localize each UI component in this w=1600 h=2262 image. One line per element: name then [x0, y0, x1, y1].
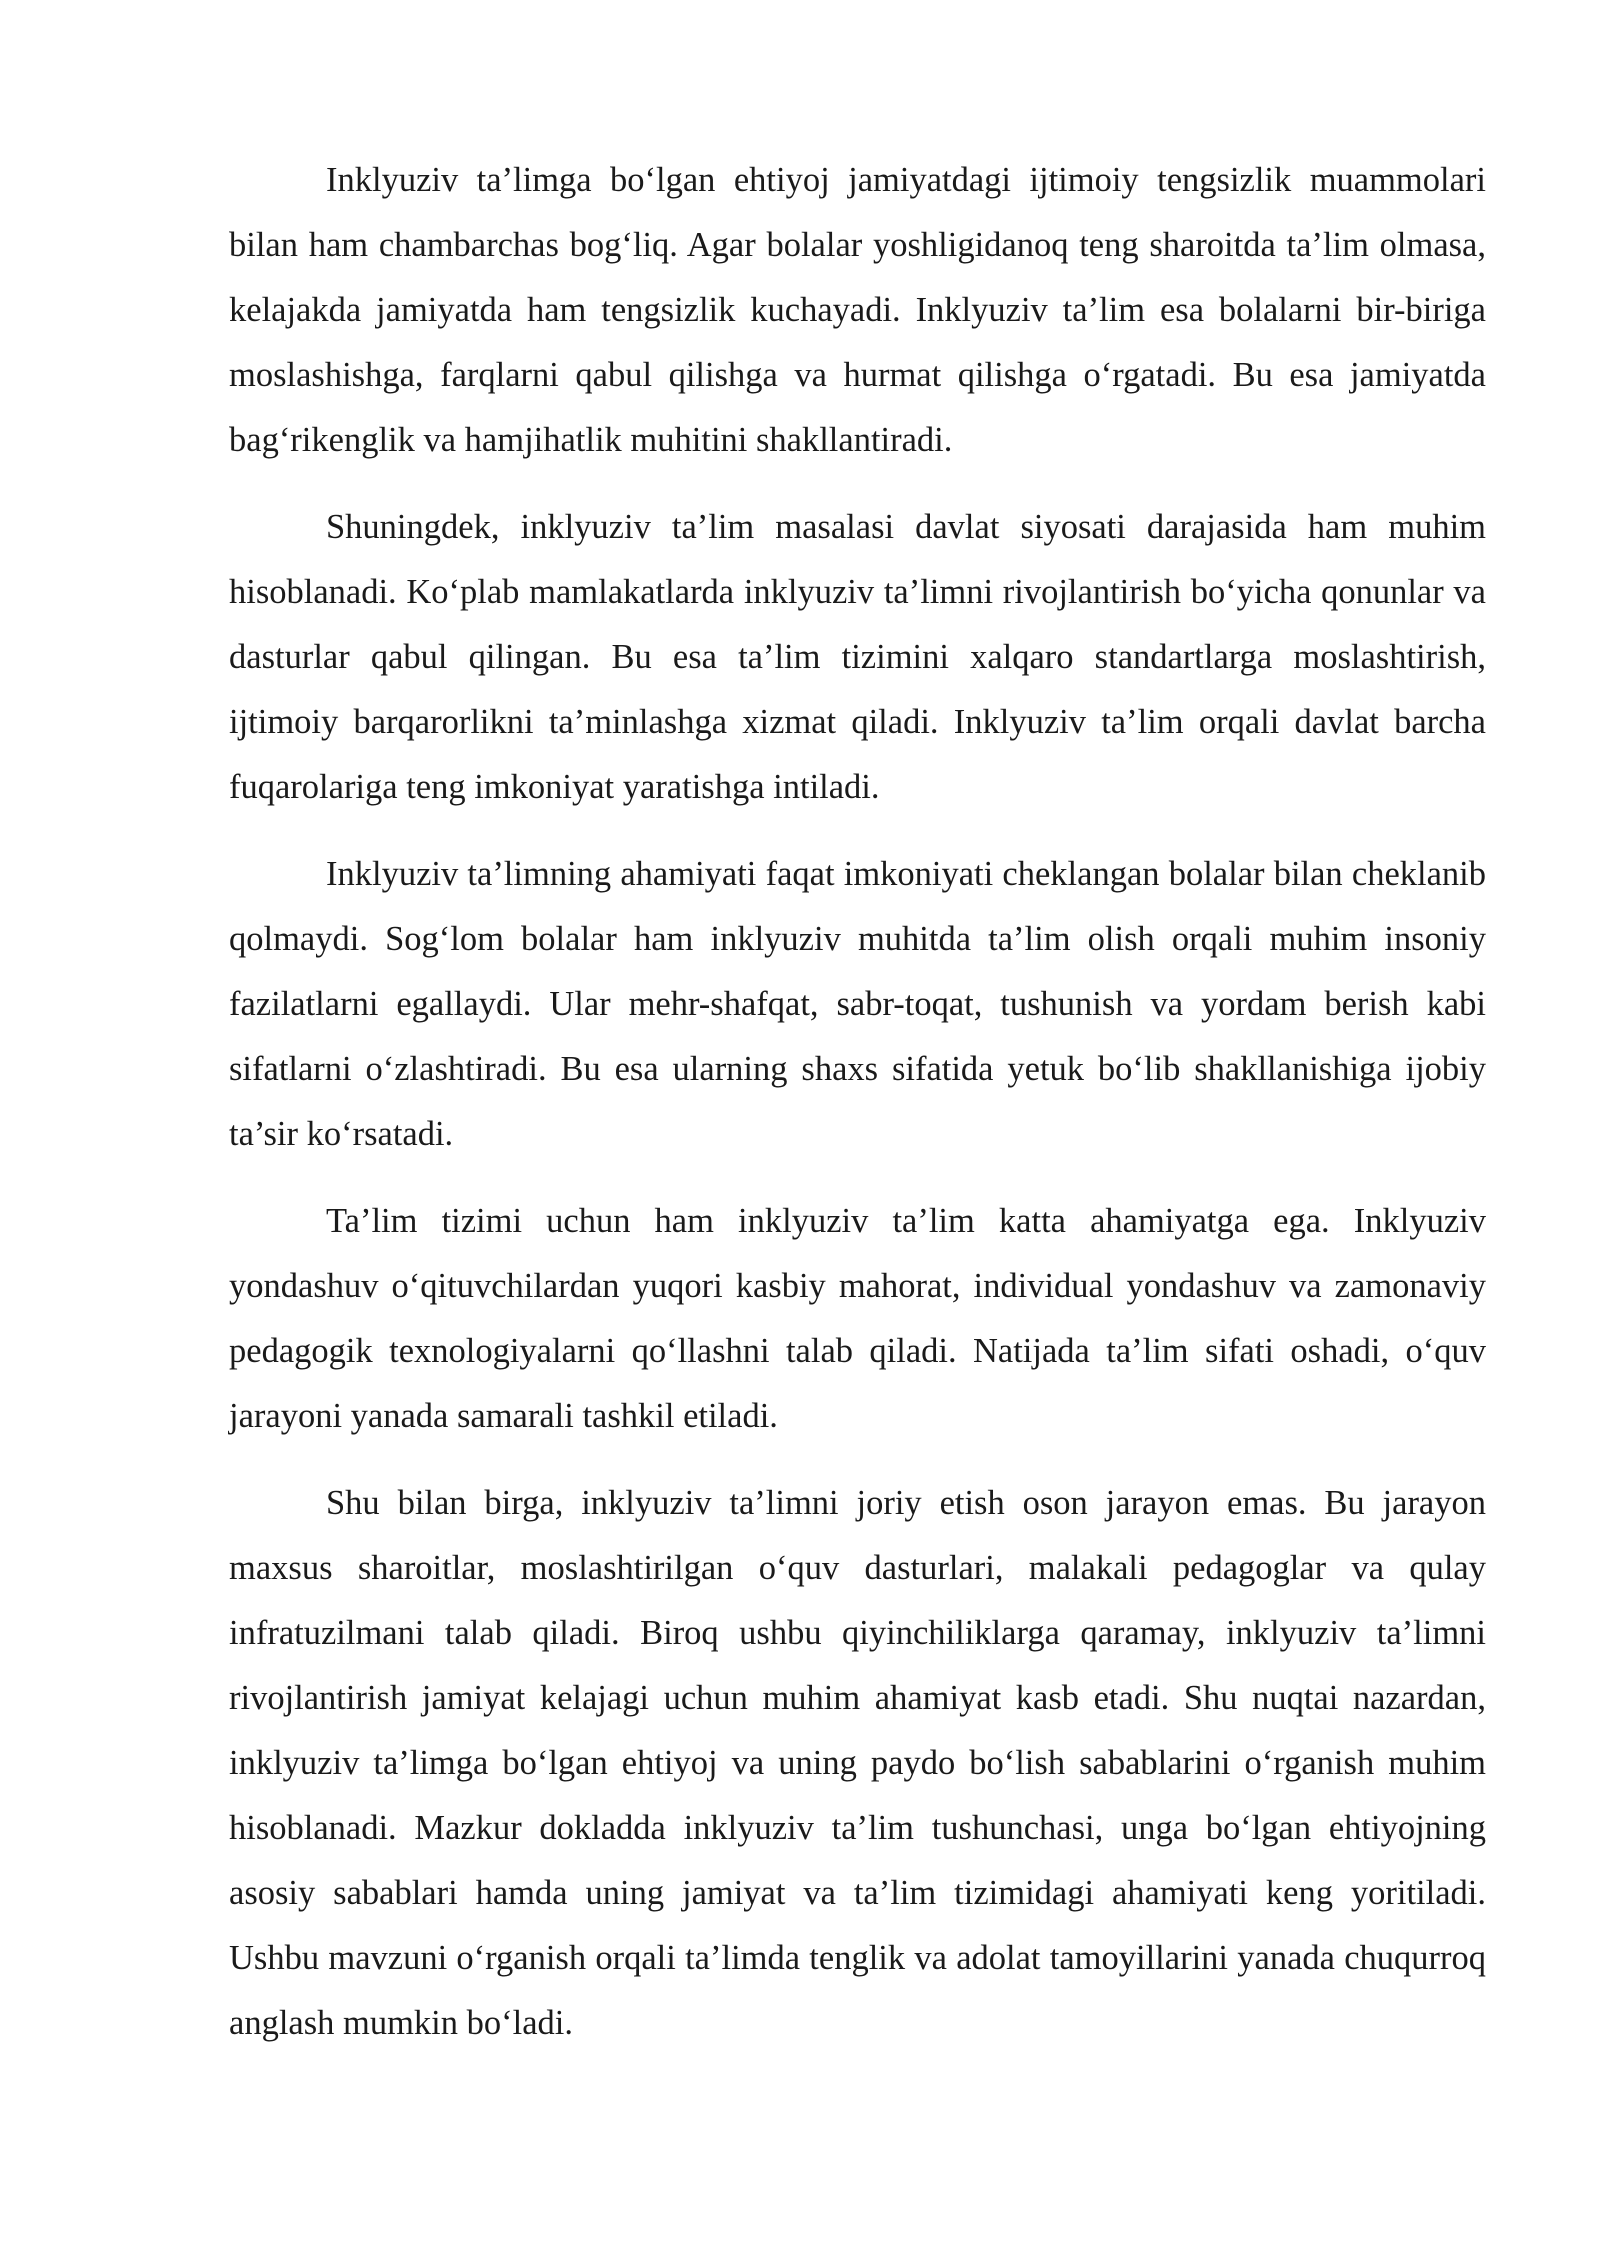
document-body [229, 148, 1486, 2078]
paragraph: Shuningdek, inklyuziv ta’lim masalasi davlat siyosati darajasida ham muhim hisoblanadi. Ko‘plab mamlakatlarda inklyuziv ta’limni rivojlantirish bo‘yicha qonunlar va dasturlar qabul qilingan. Bu esa ta’lim tizimini xalqaro standartlarga moslashtirish, ijtimoiy barqarorlikni ta’minlashga xizmat qiladi. Inklyuziv ta’lim orqali davlat barcha fuqarolariga teng imkoniyat yaratishga intiladi. [229, 508, 1486, 806]
paragraph: Inklyuziv ta’limning ahamiyati faqat imkoniyati cheklangan bolalar bilan cheklanib qolmaydi. Sog‘lom bolalar ham inklyuziv muhitda ta’lim olish orqali muhim insoniy fazilatlarni egallaydi. Ular mehr-shafqat, sabr-toqat, tushunish va yordam berish kabi sifatlarni o‘zlashtiradi. Bu esa ularning shaxs sifatida yetuk bo‘lib shakllanishiga ijobiy ta’sir ko‘rsatadi. [229, 855, 1486, 1153]
paragraph: Shu bilan birga, inklyuziv ta’limni joriy etish oson jarayon emas. Bu jarayon maxsus sharoitlar, moslashtirilgan o‘quv dasturlari, malakali pedagoglar va qulay infratuzilmani talab qiladi. Biroq ushbu qiyinchiliklarga qaramay, inklyuziv ta’limni rivojlantirish jamiyat kelajagi uchun muhim ahamiyat kasb etadi. Shu nuqtai nazardan, inklyuziv ta’limga bo‘lgan ehtiyoj va uning paydo bo‘lish sabablarini o‘rganish muhim hisoblanadi. Mazkur dokladda inklyuziv ta’lim tushunchasi, unga bo‘lgan ehtiyojning asosiy sabablari hamda uning jamiyat va ta’lim tizimidagi ahamiyati keng yoritiladi. Ushbu mavzuni o‘rganish orqali ta’limda tenglik va adolat tamoyillarini yanada chuqurroq anglash mumkin bo‘ladi. [229, 1484, 1486, 2042]
paragraph: Ta’lim tizimi uchun ham inklyuziv ta’lim katta ahamiyatga ega. Inklyuziv yondashuv o‘qituvchilardan yuqori kasbiy mahorat, individual yondashuv va zamonaviy pedagogik texnologiyalarni qo‘llashni talab qiladi. Natijada ta’lim sifati oshadi, o‘quv jarayoni yanada samarali tashkil etiladi. [229, 1202, 1486, 1435]
paragraph: Inklyuziv ta’limga bo‘lgan ehtiyoj jamiyatdagi ijtimoiy tengsizlik muammolari bilan ham chambarchas bog‘liq. Agar bolalar yoshligidanoq teng sharoitda ta’lim olmasa, kelajakda jamiyatda ham tengsizlik kuchayadi. Inklyuziv ta’lim esa bolalarni bir-biriga moslashishga, farqlarni qabul qilishga va hurmat qilishga o‘rgatadi. Bu esa jamiyatda bag‘rikenglik va hamjihatlik muhitini shakllantiradi. [229, 161, 1486, 459]
